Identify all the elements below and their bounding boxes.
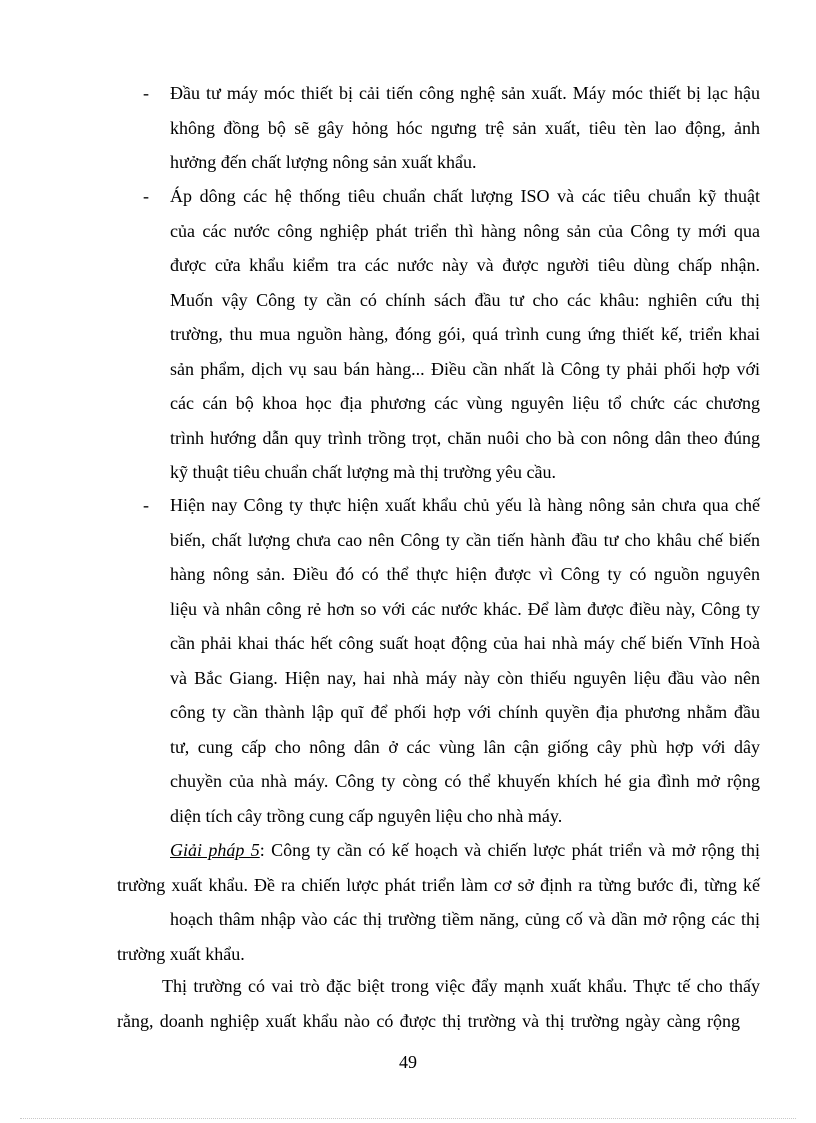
bullet-2-line-8: trình hướng dẫn quy trình trồng trọt, chăn nuôi cho bà con nông dân theo đúng (170, 427, 760, 448)
bullet-marker: - (143, 83, 149, 103)
bullet-2-line-7: các cán bộ khoa học địa phương các vùng nguyên liệu tổ chức các chương (170, 393, 760, 413)
bullet-2-line-1: Áp dông các hệ thống tiêu chuẩn chất lượng ISO và các tiêu chuẩn kỹ thuật (170, 186, 760, 206)
bullet-3-line-4: liệu và nhân công rẻ hơn so với các nước khác. Để làm được điều này, Công ty (170, 598, 760, 619)
footer-divider (20, 1118, 796, 1119)
solution-line-1 (170, 833, 760, 868)
bullet-2-line-5: trường, thu mua nguồn hàng, đóng gói, quá trình cung ứng thiết kế, triển khai (170, 324, 760, 344)
bullet-2-line-3: được cửa khẩu kiểm tra các nước này và được người tiêu dùng chấp nhận. (170, 255, 760, 275)
bullet-1-line-1: Đầu tư máy móc thiết bị cải tiến công nghệ sản xuất. Máy móc thiết bị lạc hậu (170, 83, 760, 103)
bullet-2-line-9: kỹ thuật tiêu chuẩn chất lượng mà thị trường yêu cầu. (170, 462, 556, 482)
bullet-3-line-8: tư, cung cấp cho nông dân ở các vùng lân cận giống cây phù hợp với dây (170, 736, 760, 757)
solution-line-2: trường xuất khẩu. Đề ra chiến lược phát triển làm cơ sở định ra từng bước đi, từng kế (117, 874, 760, 895)
bullet-3-line-7: công ty cần thành lập quĩ để phối hợp với chính quyền địa phương nhằm đầu (170, 702, 760, 722)
bullet-2-line-2: của các nước công nghiệp phát triển thì hàng nông sản của Công ty mới qua (170, 220, 760, 241)
bullet-3-line-9: chuyền của nhà máy. Công ty còng có thể khuyến khích hé gia đình mở rộng (170, 771, 760, 791)
bullet-2-line-6: sản phẩm, dịch vụ sau bán hàng... Điều cần nhất là Công ty phải phối hợp với (170, 358, 760, 379)
bullet-2-line-4: Muốn vậy Công ty cần có chính sách đầu tư cho các khâu: nghiên cứu thị (170, 289, 760, 310)
paragraph-line-1: Thị trường có vai trò đặc biệt trong việc đẩy mạnh xuất khẩu. Thực tế cho thấy (162, 976, 760, 996)
bullet-3-line-10: diện tích cây trồng cung cấp nguyên liệu cho nhà máy. (170, 805, 563, 826)
bullet-3-line-6: và Bắc Giang. Hiện nay, hai nhà máy này còn thiếu nguyên liệu đầu vào nên (170, 667, 760, 688)
bullet-3-line-3: hàng nông sản. Điều đó có thể thực hiện được vì Công ty có nguồn nguyên (170, 564, 760, 584)
bullet-3-line-1: Hiện nay Công ty thực hiện xuất khẩu chủ yếu là hàng nông sản chưa qua chế (170, 495, 760, 515)
solution-label: Giải pháp 5 (170, 840, 260, 860)
bullet-marker: - (143, 495, 149, 515)
bullet-3-line-2: biến, chất lượng chưa cao nên Công ty cần tiến hành đầu tư cho khâu chế biến (170, 529, 760, 550)
solution-line-4: trường xuất khẩu. (117, 943, 245, 964)
bullet-3-line-5: cần phải khai thác hết công suất hoạt động của hai nhà máy chế biến Vĩnh Hoà (170, 633, 760, 653)
bullet-1-line-2: không đồng bộ sẽ gây hỏng hóc ngưng trệ sản xuất, tiêu tèn lao động, ảnh (170, 117, 760, 138)
solution-line-1-text: : Công ty cần có kế hoạch và chiến lược phát triển và mở rộng thị (259, 840, 760, 860)
bullet-marker: - (143, 186, 149, 206)
page-number: 49 (399, 1052, 417, 1072)
solution-line-3: hoạch thâm nhập vào các thị trường tiềm năng, củng cố và dần mở rộng các thị (170, 909, 760, 929)
bullet-1-line-3: hưởng đến chất lượng nông sản xuất khẩu. (170, 152, 477, 172)
paragraph-line-2: rằng, doanh nghiệp xuất khẩu nào có được thị trường và thị trường ngày càng rộng (117, 1010, 740, 1031)
